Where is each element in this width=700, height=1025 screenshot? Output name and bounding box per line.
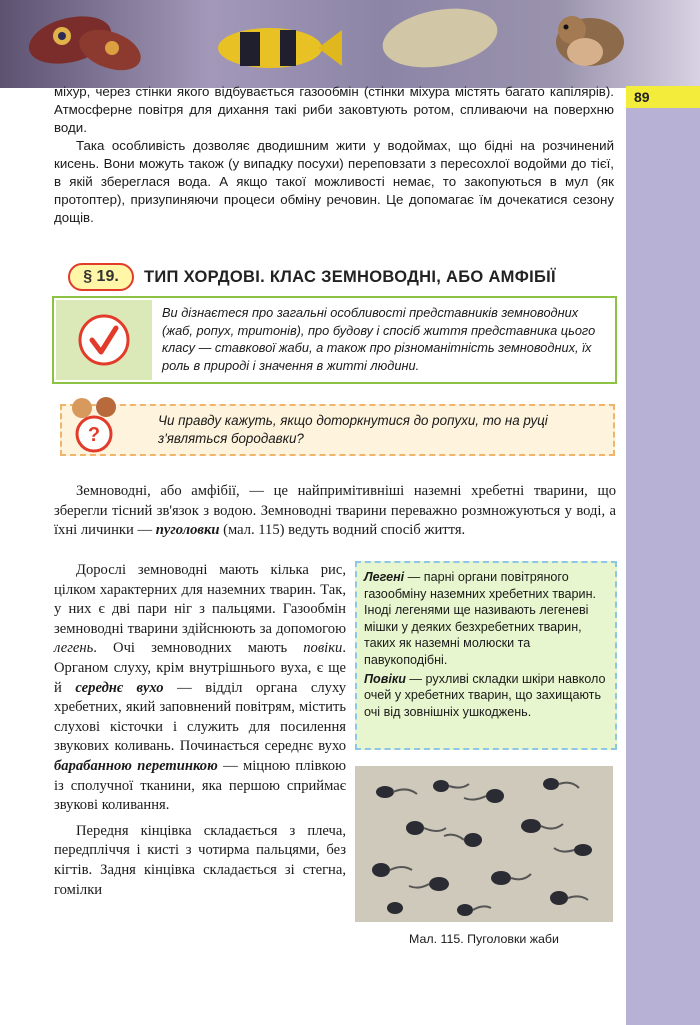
main-paragraph: [54, 482, 616, 541]
main-text-start: Земноводні, або амфібії, — це найпримітивніші наземні хребетні тварини, що зберегли тісний зв'язок з водою. Земноводні тварини переважно розмножуються у воді, а їхні личинки —: [54, 483, 616, 539]
main-text-end: (мал. 115) ведуть водний спосіб життя.: [219, 522, 466, 539]
tadpoles-image: [355, 766, 613, 922]
column-text-part: Дорослі земноводні мають кілька рис, цілком характерних для наземних тварин. Так, у них є дві пари ніг з пальцями. Газообмін земноводні тварини здійснюють за допомогою: [54, 562, 346, 637]
learning-goals-box: [52, 296, 617, 384]
definition-lungs: [364, 569, 614, 669]
definition-term: Повіки: [364, 671, 406, 686]
term-eardrum: барабанною перетинкою: [54, 757, 218, 774]
header-banner: [0, 0, 700, 88]
question-icon: [66, 394, 126, 454]
header-photo-collage: [0, 0, 700, 88]
tadpoles-photo: [355, 766, 613, 922]
intro-paragraph-1: міхур, через стінки якого відбувається газообмін (стінки міхура містять багато капілярів). Атмосферне повітря для дихання такі риби заковтують ротом, спливаючи на поверхню води.: [54, 84, 614, 135]
question-box: [60, 404, 615, 456]
definition-eyelids: [364, 671, 614, 721]
term-eyelids: повіки: [303, 640, 343, 657]
goals-icon-panel: [56, 300, 152, 380]
definition-term: Легені: [364, 570, 405, 584]
term-middle-ear: середнє вухо: [75, 679, 164, 696]
definitions-text: [364, 569, 614, 722]
margin-band: [626, 88, 700, 1025]
main-text: [54, 482, 616, 541]
checkmark-icon: [56, 300, 152, 380]
intro-paragraph-2: Така особливість дозволяє дводишним жити у водоймах, що бідні на розчинений кисень. Вони можуть також (у випадку посухи) переповзати з пересохлої водойми до тієї, в якій збереглася вода. А якщо такої можливості немає, то закопуються в мул (як протоптер), призупиняючи процеси обміну речовин. Це допомагає їм дочекатися сезону дощів.: [54, 138, 614, 225]
figure-caption: Мал. 115. Пуголовки жаби: [409, 932, 559, 946]
column-text-part: — відділ органа слуху хребетних, який заповнений повітрям, містить слухові кісточки і служить для посилення звукових коливань. Починається середнє вухо: [54, 679, 347, 755]
term-lungs: легень: [54, 640, 94, 657]
definition-body: — парні органи повітряного газообміну наземних хребетних тварин. Іноді легенями ще називають легеневі мішки у деяких безхребетних тварин, таких як наземні молюски та павукоподібні.: [364, 570, 597, 667]
column-paragraph-2: Передня кінцівка складається з плеча, передпліччя і кисті з чотирма пальцями, без кігтів. Задня кінцівка складається зі стегна, гомілки: [54, 822, 346, 898]
section-number: § 19.: [68, 263, 134, 291]
column-text-part: . Очі земноводних мають: [93, 640, 304, 657]
term-tadpoles: пуголовки: [155, 522, 220, 539]
goals-text: Ви дізнаєтеся про загальні особливості представників земноводних (жаб, ропух, тритонів), про будову і спосіб життя представника цього класу — ставкової жаби, а також про різноманітність земноводних, їх роль в природі і значення в житті людини.: [162, 305, 596, 373]
column-text-part: . Органом слуху, крім внутрішнього вуха, є ще й: [54, 640, 346, 696]
section-heading: [68, 263, 598, 291]
definitions-box: [355, 561, 617, 750]
page-number: 89: [634, 89, 650, 105]
column-text-part: — міцною плівкою із сполучної тканини, яка першою сприймає звукові коливання.: [54, 757, 347, 814]
question-text: Чи правду кажуть, якщо доторкнутися до ропухи, то на руці з'являться бородавки?: [158, 413, 548, 446]
definition-body: — рухливі складки шкіри навколо очей у хребетних тварин, що захищають очі від зовнішніх ушкоджень.: [364, 671, 606, 719]
left-column-text: [54, 561, 346, 900]
column-paragraph-1: [54, 561, 346, 816]
section-title: ТИП ХОРДОВІ. КЛАС ЗЕМНОВОДНІ, АБО АМФІБІЇ: [144, 268, 556, 286]
svg-text:?: ?: [87, 424, 101, 446]
intro-text: [54, 83, 614, 227]
